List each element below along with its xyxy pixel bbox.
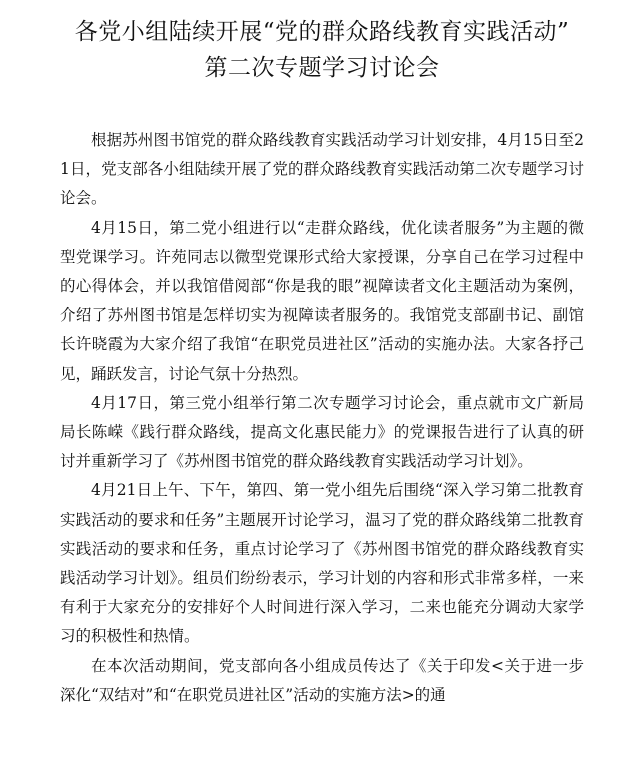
- title-line-2: 第二次专题学习讨论会: [204, 55, 440, 81]
- title-line-1: 各党小组陆续开展“党的群众路线教育实践活动”: [74, 19, 570, 45]
- paragraph-3: 4月17日，第三党小组举行第二次专题学习讨论会，重点就市文广新局局长陈嵘《践行群众路线，提高文化惠民能力》的党课报告进行了认真的研讨并重新学习了《苏州图书馆党的群众路线教育实践活动学习计划》。: [60, 393, 584, 471]
- paragraph-2: 4月15日，第二党小组进行以“走群众路线，优化读者服务”为主题的微型党课学习。许苑同志以微型党课形式给大家授课，分享自己在学习过程中的心得体会，并以我馆借阅部“你是我的眼”视障读者文化主题活动为案例，介绍了苏州图书馆是怎样切实为视障读者服务的。我馆党支部副书记、副馆长许晓霞为大家介绍了我馆“在职党员进社区”活动的实施办法。大家各抒己见，踊跃发言，讨论气氛十分热烈。: [60, 218, 584, 383]
- paragraph-5: 在本次活动期间，党支部向各小组成员传达了《关于印发<关于进一步深化“双结对”和“在职党员进社区”活动的实施方法>的通: [60, 656, 584, 704]
- article-body: [60, 126, 584, 710]
- paragraph-4: 4月21日上午、下午，第四、第一党小组先后围绕“深入学习第二批教育实践活动的要求和任务”主题展开讨论学习，温习了党的群众路线第二批教育实践活动的要求和任务，重点讨论学习了《苏州图书馆党的群众路线教育实践活动学习计划》。组员们纷纷表示，学习计划的内容和形式非常多样，一来有利于大家充分的安排好个人时间进行深入学习，二来也能充分调动大家学习的积极性和热情。: [60, 481, 584, 646]
- article-title: [60, 14, 584, 86]
- paragraph-1: 根据苏州图书馆党的群众路线教育实践活动学习计划安排，4月15日至21日，党支部各小组陆续开展了党的群众路线教育实践活动第二次专题学习讨论会。: [60, 131, 584, 208]
